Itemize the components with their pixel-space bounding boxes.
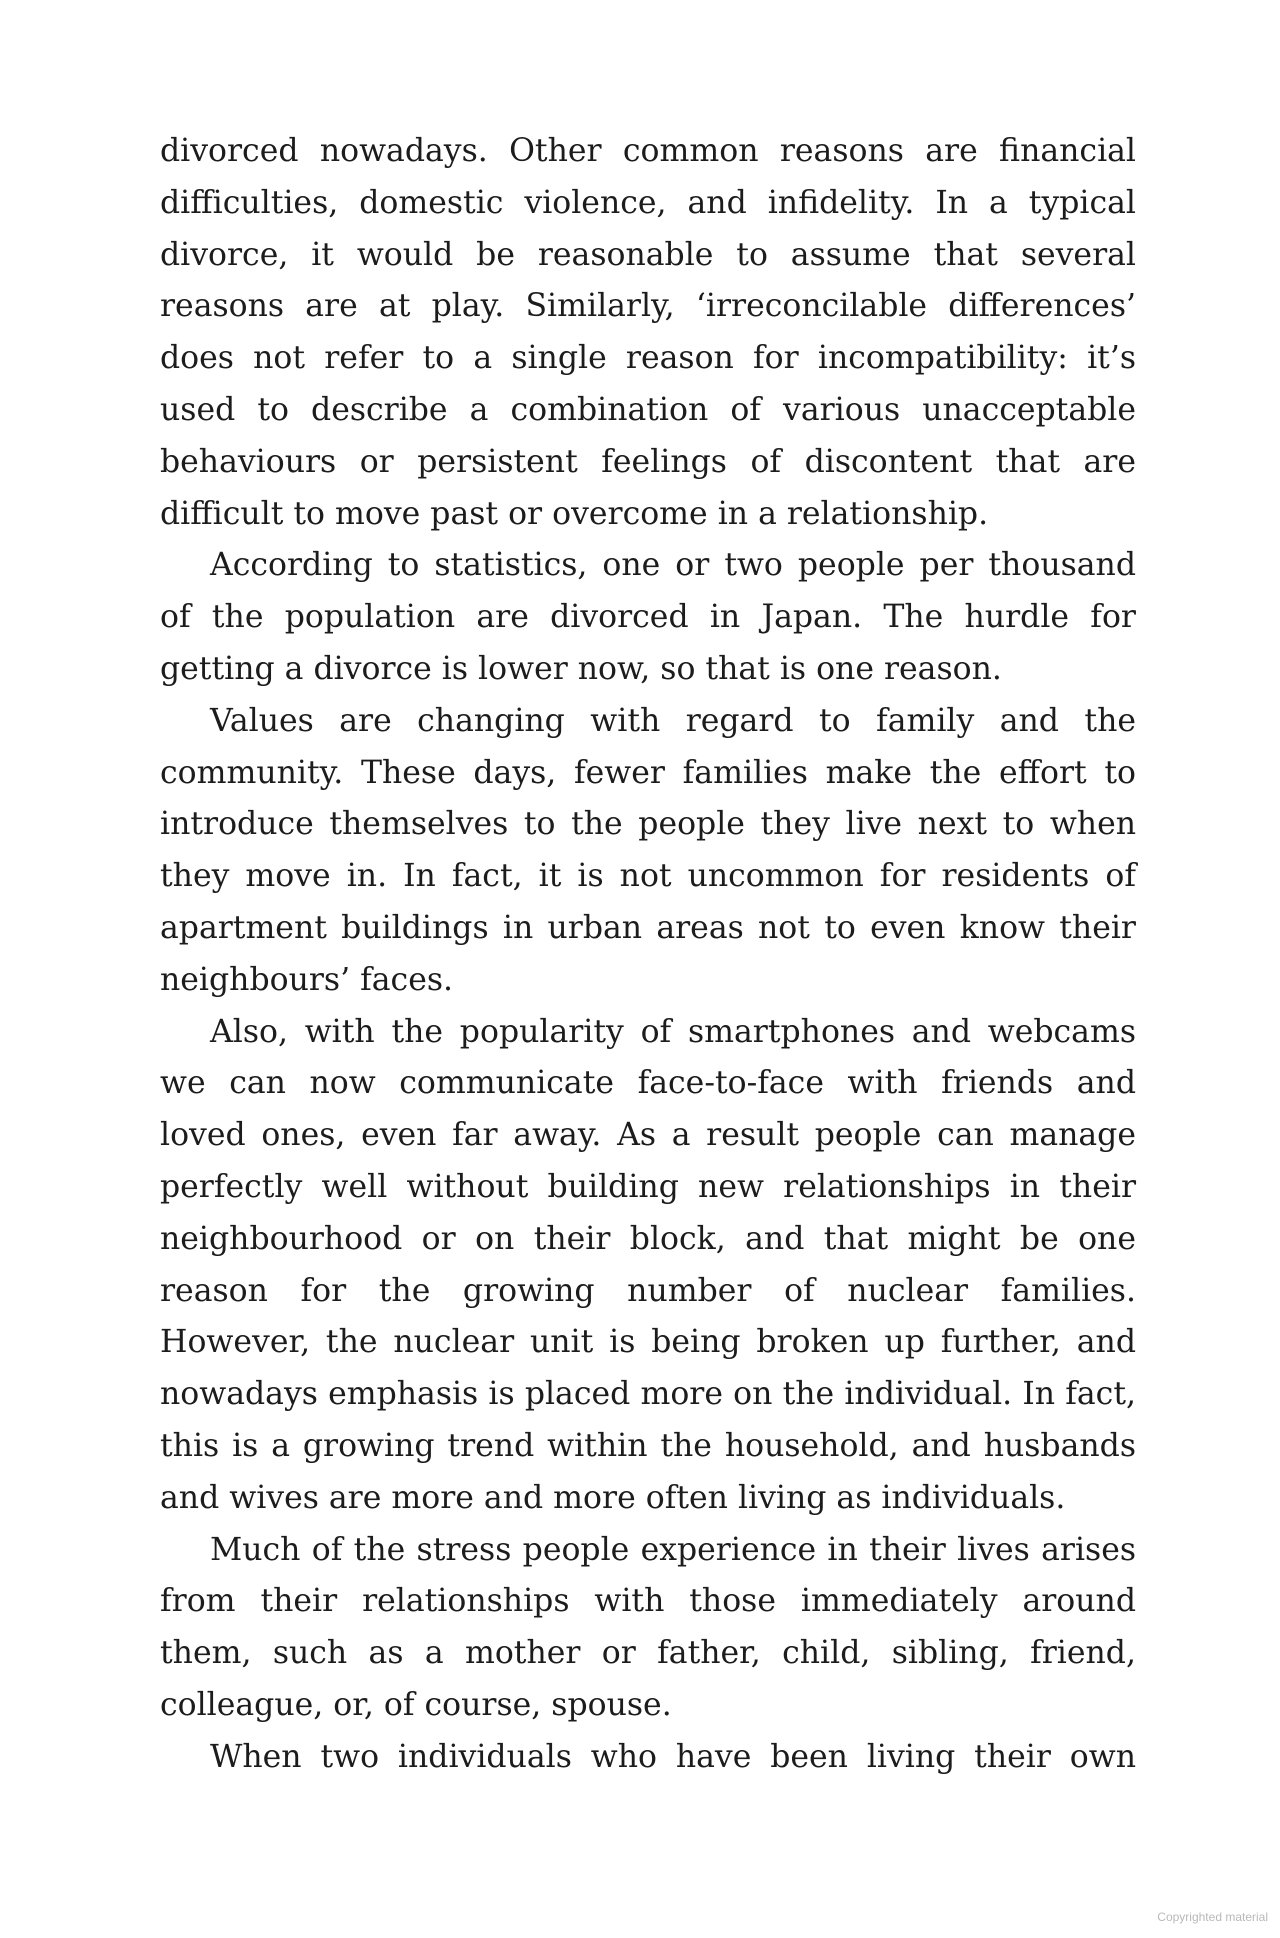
paragraph-statistics: According to statistics, one or two people per thousand of the population are divorced in Japan. The hurdle for getting a divorce is lower now, so that is one reason. <box>160 547 1136 687</box>
paragraph-continued: divorced nowadays. Other common reasons are financial difficulties, domestic violence, and infidelity. In a typical divorce, it would be reasonable to assume that several reasons are at play. Similarly, ‘irreconcilable differences’ does not refer to a single reason for incompatibility: it’s used to describe a combination of various unacceptable behaviours or persistent feelings of discontent that are difficult to move past or overcome in a relationship. <box>160 133 1136 532</box>
paragraph-smartphones: Also, with the popularity of smartphones and webcams we can now communicate face-to-face with friends and loved ones, even far away. As a result people can manage perfectly well without building new relationships in their neighbourhood or on their block, and that might be one reason for the growing number of nuclear families. However, the nuclear unit is being broken up further, and nowadays emphasis is placed more on the individual. In fact, this is a growing trend within the household, and husbands and wives are more and more often living as individuals. <box>160 1013 1136 1516</box>
book-page-text <box>160 126 1136 1784</box>
paragraph-stress: Much of the stress people experience in their lives arises from their relationships with those immediately around them, such as a mother or father, child, sibling, friend, colleague, or, of course, spouse. <box>160 1531 1136 1723</box>
paragraph-two-individuals: When two individuals who have been living their own <box>210 1738 1136 1775</box>
copyright-watermark: Copyrighted material <box>1157 1910 1268 1924</box>
paragraph-values: Values are changing with regard to family and the community. These days, fewer families make the effort to introduce themselves to the people they live next to when they move in. In fact, it is not uncommon for residents of apartment buildings in urban areas not to even know their neighbours’ faces. <box>160 702 1136 998</box>
